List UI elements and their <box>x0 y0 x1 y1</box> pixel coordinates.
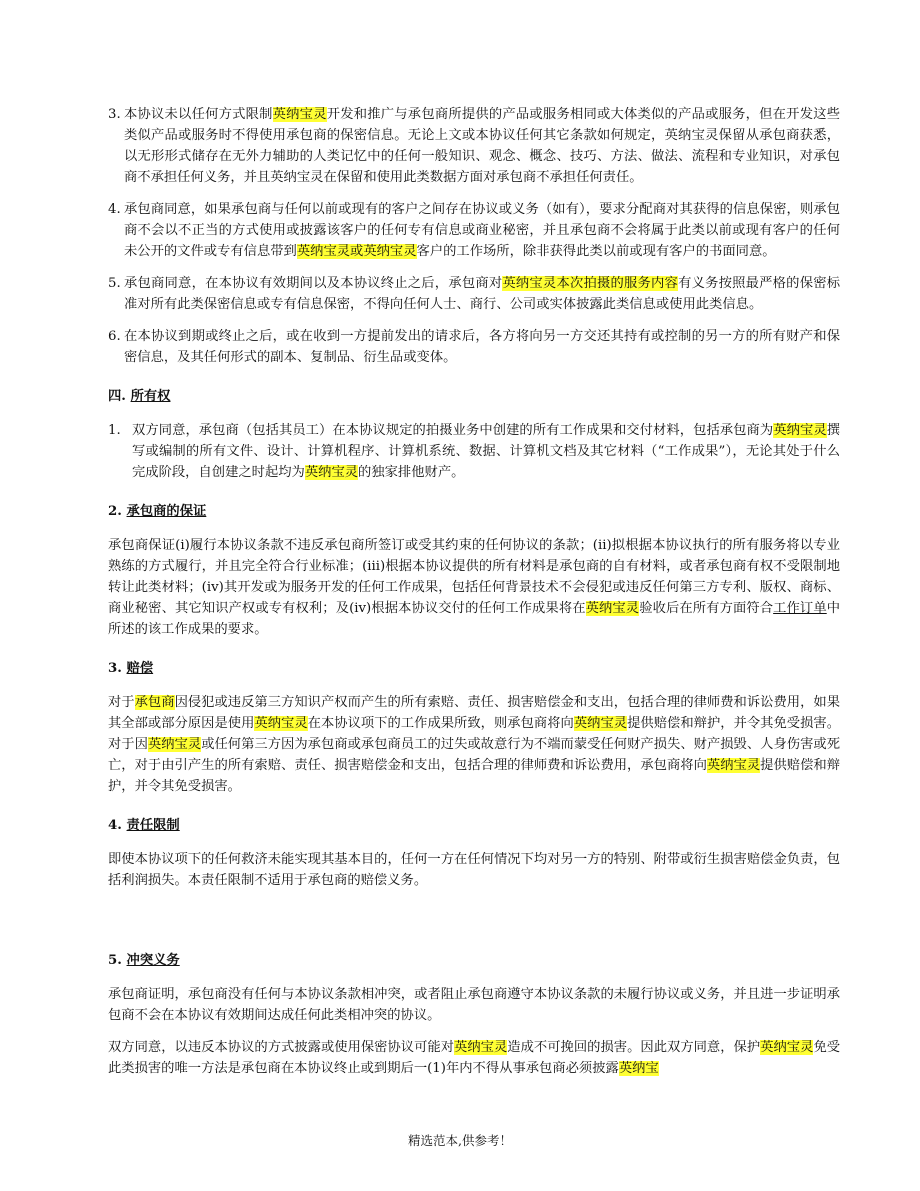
clause-number: 6. <box>108 329 121 344</box>
text-run: 对于 <box>108 695 135 710</box>
text-run: 客户的工作场所，除非获得此类以前或现有客户的书面同意。 <box>416 244 776 259</box>
highlighted-text: 英纳宝灵 <box>254 716 308 731</box>
clause-number: 3. <box>108 107 121 122</box>
numbered-clause <box>108 273 840 315</box>
highlighted-text: 英纳宝灵 <box>773 423 827 438</box>
heading-number: 5. <box>108 953 122 968</box>
text-run: 验收后在所有方面符合 <box>639 601 774 616</box>
text-run: 或任何第三方因为承包商或承包商员工的过失或故意行为不端而蒙受任何财产损失、财产损毁、人身伤害或死亡，对于由引产生的所有索赔、责任、损害赔偿金和支出，包括合理的律师费和诉讼费用，承包商将向 <box>108 737 841 773</box>
heading-title: 承包商的保证 <box>126 504 207 519</box>
section-heading-warranty <box>108 501 840 522</box>
numbered-clause <box>108 199 840 262</box>
text-run: 撰写或编制的所有文件、设计、计算机程序、计算机系统、数据、计算机文档及其它材料（“工作成果”），无论其处于什么完成阶段，自创建之时起均为 <box>132 423 841 480</box>
text-run: 因侵犯或违反第三方知识产权而产生的所有索赔、责任、损害赔偿金和支出，包括合理的律师费和诉讼费用，如果其全部或部分原因是使用 <box>108 695 841 731</box>
heading-number: 四. <box>108 389 126 404</box>
text-run: 在本协议项下的工作成果所致，则承包商将向 <box>307 716 574 731</box>
section-heading-liability <box>108 815 840 836</box>
text-run: 本协议未以任何方式限制 <box>124 107 273 122</box>
text-run: 双方同意，以违反本协议的方式披露或使用保密协议可能对 <box>108 1040 455 1055</box>
heading-title: 赔偿 <box>126 661 154 676</box>
clause-number: 1. <box>108 423 121 438</box>
highlighted-text: 英纳宝灵 <box>454 1040 508 1055</box>
clause-number: 4. <box>108 202 121 217</box>
conflict-text-1: 承包商证明，承包商没有任何与本协议条款相冲突，或者阻止承包商遵守本协议条款的未履行协议或义务，并且进一步证明承包商不会在本协议有效期间达成任何此类相冲突的协议。 <box>108 987 840 1023</box>
text-run: 承包商保证(i)履行本协议条款不违反承包商所签订或受其约束的任何协议的条款；(ii)拟根据本协议执行的所有服务将以专业熟练的方式履行，并且完全符合行业标准；(iii)根据本协议提供的所有材料是承包商的自有材料，或者承包商有权不受限制地转让此类材料；(iv)其开发或为服务开发的任何工作成果，包括任何背景技术不会侵犯或违反任何第三方专利、版权、商标、商业秘密、其它知识产权或专有权利；及(iv)根据本协议交付的任何工作成果将在 <box>108 538 840 616</box>
liability-text: 即使本协议项下的任何救济未能实现其基本目的，任何一方在任何情况下均对另一方的特别、附带或衍生损害赔偿金负责，包括利润损失。本责任限制不适用于承包商的赔偿义务。 <box>108 852 840 888</box>
section-heading-ownership <box>108 386 840 407</box>
highlighted-text: 英纳宝灵 <box>573 716 628 731</box>
text-run: 有义务按照最严格的保密标准对所有此类保密信息或专有信息保密，不得向任何人士、商行、公司或实体披露此类信息或使用此类信息。 <box>124 276 841 312</box>
text-run: 造成不可挽回的损害。因此双方同意，保护 <box>507 1040 761 1055</box>
warranty-text <box>108 535 840 640</box>
highlighted-text: 英纳宝灵 <box>706 758 761 773</box>
highlighted-text: 英纳宝灵 <box>585 601 640 616</box>
highlighted-text: 英纳宝灵 <box>272 107 327 122</box>
conflict-text-2 <box>108 1037 840 1079</box>
highlighted-text: 英纳宝灵 <box>760 1040 814 1055</box>
section-3-items <box>108 104 840 368</box>
clause-text <box>132 423 840 480</box>
text-run: 提供赔偿和辩护，并令其免受损害。对于因 <box>108 716 841 752</box>
heading-number: 4. <box>108 818 122 833</box>
document-page <box>108 104 840 1090</box>
clause-text <box>124 329 840 365</box>
heading-title: 责任限制 <box>126 818 180 833</box>
heading-title: 冲突义务 <box>126 953 180 968</box>
page-footer: 精选范本,供参考！ <box>408 1133 512 1148</box>
underlined-text: 工作订单 <box>773 601 827 616</box>
text-run: 承包商同意，在本协议有效期间以及本协议终止之后，承包商对 <box>124 276 503 291</box>
text-run: 双方同意，承包商（包括其员工）在本协议规定的拍摄业务中创建的所有工作成果和交付材料，包括承包商为 <box>132 423 774 438</box>
heading-number: 3. <box>108 661 122 676</box>
clause-number: 5. <box>108 276 121 291</box>
section-heading-conflict <box>108 950 840 971</box>
text-run: 承包商同意，如果承包商与任何以前或现有的客户之间存在协议或义务（如有），要求分配商对其获得的信息保密，则承包商不会以不正当的方式使用或披露该客户的任何专有信息或商业秘密，并且承包商不会将属于此类以前或现有客户的任何未公开的文件或专有信息带到 <box>124 202 840 259</box>
highlighted-text: 承包商 <box>134 695 175 710</box>
numbered-clause <box>108 104 840 188</box>
spacer <box>108 902 840 932</box>
highlighted-text: 英纳宝灵 <box>304 465 359 480</box>
highlighted-text: 英纳宝 <box>618 1061 659 1076</box>
highlighted-text: 英纳宝灵本次拍摄的服务内容 <box>502 276 679 291</box>
numbered-clause <box>108 326 840 368</box>
heading-title: 所有权 <box>130 389 171 404</box>
clause-text <box>124 107 840 185</box>
text-run: 中所述的该工作成果的要求。 <box>108 601 841 637</box>
text-run: 开发和推广与承包商所提供的产品或服务相同或大体类似的产品或服务，但在开发这些类似产品或服务时不得使用承包商的保密信息。无论上文或本协议任何其它条款如何规定，英纳宝灵保留从承包商获悉，以无形形式储存在无外力辅助的人类记忆中的任何一般知识、观念、概念、技巧、方法、做法、流程和专业知识，对承包商不承担任何义务，并且英纳宝灵在保留和使用此类数据方面对承包商不承担任何责任。 <box>124 107 841 185</box>
text-run: 在本协议到期或终止之后，或在收到一方提前发出的请求后，各方将向另一方交还其持有或控制的另一方的所有财产和保密信息，及其任何形式的副本、复制品、衍生品或变体。 <box>124 329 840 365</box>
text-run: 免受此类损害的唯一方法是承包商在本协议终止或到期后一(1)年内不得从事承包商必须披露 <box>108 1040 841 1076</box>
text-run: 的独家排他财产。 <box>358 465 465 480</box>
indemnity-text <box>108 692 840 797</box>
section-heading-indemnity <box>108 658 840 679</box>
clause-text <box>124 276 840 312</box>
highlighted-text: 英纳宝灵 <box>147 737 202 752</box>
highlighted-text: 英纳宝灵或英纳宝灵 <box>296 244 417 259</box>
ownership-clause <box>108 420 840 483</box>
text-run: 提供赔偿和辩护，并令其免受损害。 <box>108 758 841 794</box>
clause-text <box>124 202 840 259</box>
heading-number: 2. <box>108 504 122 519</box>
